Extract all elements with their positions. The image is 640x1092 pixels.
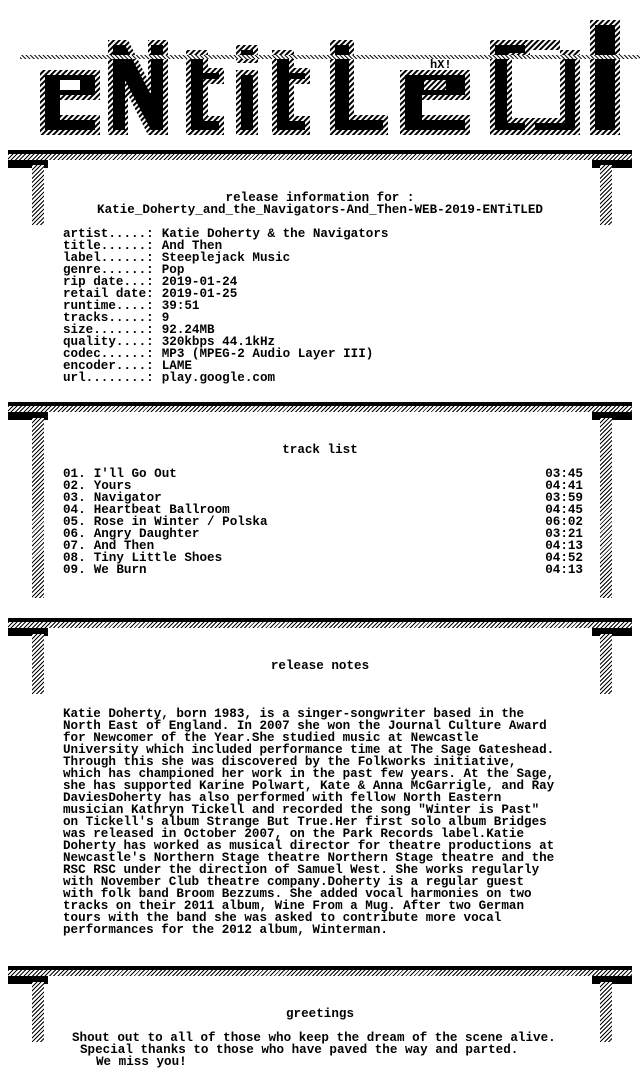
info-key: label......: bbox=[63, 251, 154, 265]
track-number: 05. bbox=[63, 515, 86, 529]
info-value: Steeplejack Music bbox=[161, 251, 291, 265]
notes-line: North East of England. In 2007 she won the Journal Culture Award bbox=[63, 719, 547, 733]
info-value: Katie Doherty & the Navigators bbox=[161, 227, 389, 241]
info-key: encoder....: bbox=[63, 359, 154, 373]
section-divider bbox=[0, 150, 640, 180]
track-title: Angry Daughter bbox=[93, 527, 200, 541]
greetings-heading: greetings bbox=[285, 1007, 355, 1021]
track-duration: 04:41 bbox=[545, 479, 583, 493]
notes-heading: release notes bbox=[270, 659, 370, 673]
notes-line: tracks on their 2011 album, Wine From a Mug. After two German bbox=[63, 899, 525, 913]
track-title: Heartbeat Ballroom bbox=[93, 503, 230, 517]
info-value: 2019-01-25 bbox=[161, 287, 238, 301]
track-title: We Burn bbox=[93, 563, 147, 577]
notes-line: which has championed her work in the past few years. At the Sage, bbox=[63, 767, 555, 781]
track-number: 02. bbox=[63, 479, 86, 493]
info-value: MP3 (MPEG-2 Audio Layer III) bbox=[161, 347, 374, 361]
notes-line: Newcastle's Northern Stage theatre Northern Stage theatre and the bbox=[63, 851, 555, 865]
info-row bbox=[63, 372, 275, 384]
notes-line: she has supported Karine Polwart, Kate & Anna McGarrigle, and Ray bbox=[63, 779, 555, 793]
greetings-line: Shout out to all of those who keep the dream of the scene alive. bbox=[72, 1031, 556, 1045]
info-value: play.google.com bbox=[161, 371, 276, 385]
track-title: Rose in Winter / Polska bbox=[93, 515, 268, 529]
track-title: Yours bbox=[93, 479, 132, 493]
notes-line: RSC RSC under the direction of Samuel West. She works regularly bbox=[63, 863, 540, 877]
release-name: Katie_Doherty_and_the_Navigators-And_Then-WEB-2019-ENTiTLED bbox=[97, 203, 543, 217]
info-value: Pop bbox=[161, 263, 185, 277]
info-key: url........: bbox=[63, 371, 154, 385]
info-value: And Then bbox=[161, 239, 223, 253]
track-duration: 03:45 bbox=[545, 467, 583, 481]
info-key: codec......: bbox=[63, 347, 154, 361]
track-number: 04. bbox=[63, 503, 86, 517]
notes-line: with November Club theatre company.Doherty is a regular guest bbox=[63, 875, 525, 889]
info-key: runtime....: bbox=[63, 299, 154, 313]
notes-line: performances for the 2012 album, Winterman. bbox=[63, 923, 388, 937]
info-value: 2019-01-24 bbox=[161, 275, 238, 289]
track-duration: 04:13 bbox=[545, 539, 583, 553]
greetings-line: We miss you! bbox=[96, 1055, 187, 1069]
greetings-line: Special thanks to those who have paved the way and parted. bbox=[80, 1043, 519, 1057]
track-number: 06. bbox=[63, 527, 86, 541]
logo-tag: hX! bbox=[430, 58, 452, 72]
track-number: 07. bbox=[63, 539, 86, 553]
track-row bbox=[63, 564, 583, 576]
track-title: And Then bbox=[93, 539, 155, 553]
track-duration: 04:13 bbox=[545, 563, 583, 577]
track-title: Navigator bbox=[93, 491, 162, 505]
track-number: 09. bbox=[63, 563, 86, 577]
info-key: retail date: bbox=[63, 287, 154, 301]
track-duration: 03:59 bbox=[545, 491, 583, 505]
track-duration: 04:45 bbox=[545, 503, 583, 517]
info-value: 39:51 bbox=[161, 299, 200, 313]
notes-line: with folk band Broom Bezzums. She added vocal harmonies on two bbox=[63, 887, 532, 901]
entitled-logo bbox=[0, 0, 640, 150]
notes-line: on Tickell's album Strange But True.Her first solo album Bridges bbox=[63, 815, 547, 829]
notes-line: Katie Doherty, born 1983, is a singer-songwriter based in the bbox=[63, 707, 525, 721]
section-divider bbox=[0, 618, 640, 648]
track-number: 01. bbox=[63, 467, 86, 481]
info-value: 92.24MB bbox=[161, 323, 215, 337]
info-key: artist.....: bbox=[63, 227, 154, 241]
info-value: 9 bbox=[161, 311, 170, 325]
info-key: size.......: bbox=[63, 323, 154, 337]
notes-line: Through this she was discovered by the Folkworks initiative, bbox=[63, 755, 517, 769]
info-key: quality....: bbox=[63, 335, 154, 349]
section-divider bbox=[0, 402, 640, 432]
info-value: 320kbps 44.1kHz bbox=[161, 335, 276, 349]
track-duration: 06:02 bbox=[545, 515, 583, 529]
track-title: I'll Go Out bbox=[93, 467, 177, 481]
notes-line: University which included performance time at The Sage Gateshead. bbox=[63, 743, 555, 757]
notes-line: was released in October 2007, on the Park Records label.Katie bbox=[63, 827, 525, 841]
tracklist-heading: track list bbox=[282, 443, 358, 457]
track-duration: 03:21 bbox=[545, 527, 583, 541]
notes-line: for Newcomer of the Year.She studied music at Newcastle bbox=[63, 731, 479, 745]
info-key: title......: bbox=[63, 239, 154, 253]
notes-line: tours with the band she was asked to contribute more vocal bbox=[63, 911, 502, 925]
notes-line: DaviesDoherty has also performed with fellow North Eastern bbox=[63, 791, 502, 805]
info-key: rip date...: bbox=[63, 275, 154, 289]
track-number: 03. bbox=[63, 491, 86, 505]
track-number: 08. bbox=[63, 551, 86, 565]
info-value: LAME bbox=[161, 359, 192, 373]
track-title: Tiny Little Shoes bbox=[93, 551, 223, 565]
track-row bbox=[63, 468, 583, 480]
release-info-heading: release information for : bbox=[225, 191, 415, 205]
section-divider bbox=[0, 966, 640, 996]
info-key: tracks.....: bbox=[63, 311, 154, 325]
notes-line: musician Kathryn Tickell and recorded the song "Winter is Past" bbox=[63, 803, 540, 817]
track-duration: 04:52 bbox=[545, 551, 583, 565]
info-key: genre......: bbox=[63, 263, 154, 277]
notes-line: Doherty has worked as musical director for theatre productions at bbox=[63, 839, 555, 853]
